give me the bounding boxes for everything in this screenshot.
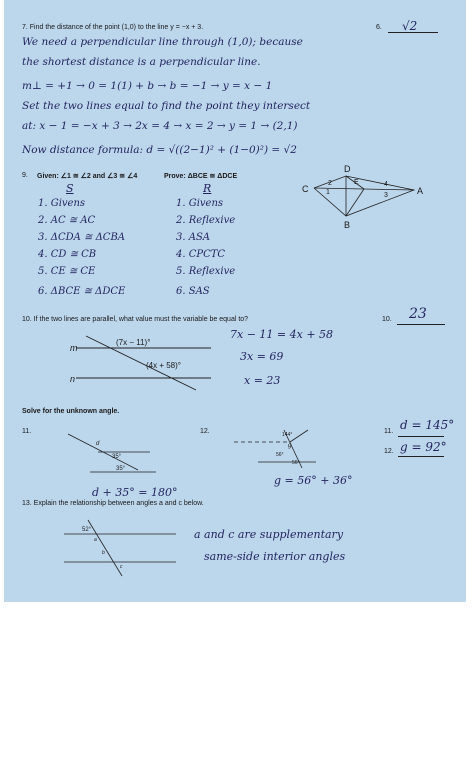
q11-angle-35-top: 35° [112,454,122,460]
q11-answer-number: 11. [384,428,394,435]
q11-angle-d: d [96,441,100,447]
q10-work-2: 3x = 69 [240,350,284,363]
q13-angle-b: b [102,550,105,556]
q11-number: 11. [22,428,32,435]
q10-line-m: m [70,343,78,353]
q7-work-line-2: the shortest distance is a perpendicular line. [22,56,261,68]
q9-statement-6: 6. ΔBCE ≅ ΔDCE [38,286,126,297]
q12-figure [230,428,330,470]
q9-statements-header: S [66,182,74,195]
q9-angle-1: 1 [326,189,330,196]
q12-angle-56-left: 56° [276,452,284,458]
q9-reason-6: 6. SAS [176,286,210,297]
q12-angle-56-right: 56° [292,460,300,466]
q9-reason-1: 1. Givens [176,198,224,209]
q9-statement-4: 4. CD ≅ CB [38,249,97,260]
q9-label-A: A [417,186,424,196]
q11-figure [60,430,160,480]
q10-line-n: n [70,374,76,384]
q7-work-line-5: at: x − 1 = −x + 3 → 2x = 4 → x = 2 → y = 1 → (2,1) [22,120,298,132]
q12-angle-g: g [288,443,292,449]
worksheet-page [4,0,466,602]
q9-label-D: D [344,164,351,174]
q7-work-line-1: We need a perpendicular line through (1,0); because [22,36,303,48]
q10-prompt: 10. If the two lines are parallel, what value must the variable be equal to? [22,316,249,323]
q13-answer-line-1: a and c are supplementary [194,528,344,541]
q11-answer-line [398,436,444,437]
q9-reason-2: 2. Reflexive [176,215,236,226]
q10-expr-bottom: (4x + 58)° [146,361,181,370]
solve-heading: Solve for the unknown angle. [22,408,120,415]
q11-answer: d = 145° [400,418,455,432]
q9-statement-2: 2. AC ≅ AC [38,215,96,226]
q11-work: d + 35° = 180° [92,486,178,499]
q10-work-3: x = 23 [244,374,281,387]
q9-reason-5: 5. Reflexive [176,266,236,277]
q12-number: 12. [200,428,210,435]
q9-angle-2: 2 [328,180,332,187]
q10-answer: 23 [409,306,427,322]
q13-angle-a: a [94,537,97,543]
q9-angle-3: 3 [384,192,388,199]
q9-statement-1: 1. Givens [38,198,86,209]
q9-angle-4: 4 [384,181,388,188]
q9-reason-4: 4. CPCTC [176,249,226,260]
q10-answer-line [397,324,445,325]
q7-work-line-6: Now distance formula: d = √((2−1)² + (1−0)²) = √2 [22,144,297,156]
q12-angle-144: 144° [282,432,293,438]
q7-answer: √2 [402,19,418,33]
q9-prove: Prove: ΔBCE ≅ ΔDCE [164,173,238,180]
q9-label-E: E [354,179,359,186]
q12-work: g = 56° + 36° [274,474,353,487]
q9-number: 9. [22,172,28,179]
q7-work-line-3: m⊥ = +1 → 0 = 1(1) + b → b = −1 → y = x − 1 [22,80,273,92]
q9-given: Given: ∠1 ≅ ∠2 and ∠3 ≅ ∠4 [37,173,138,180]
q12-answer-line [398,456,444,457]
q12-answer-number: 12. [384,448,394,455]
q13-answer-line-2: same-side interior angles [204,550,346,563]
q13-figure [60,518,180,578]
q7-work-line-4: Set the two lines equal to find the point they intersect [22,100,311,112]
q10-answer-number: 10. [382,316,392,323]
q9-reasons-header: R [203,182,212,195]
q7-answer-number: 6. [376,24,382,31]
q10-parallel-lines-figure [66,332,216,392]
q9-statement-3: 3. ΔCDA ≅ ΔCBA [38,232,126,243]
q13-angle-c: c [120,564,123,570]
q9-reason-3: 3. ASA [176,232,211,243]
q9-statement-5: 5. CE ≅ CE [38,266,96,277]
q12-answer: g = 92° [400,440,447,454]
q9-label-C: C [302,184,309,194]
q13-prompt: 13. Explain the relationship between angles a and c below. [22,500,204,507]
q13-angle-52: 52° [82,527,92,533]
q7-prompt: 7. Find the distance of the point (1,0) to the line y = −x + 3. [22,24,204,31]
q9-kite-figure [302,164,454,238]
q10-work-1: 7x − 11 = 4x + 58 [230,328,334,341]
q10-expr-top: (7x − 11)° [116,338,151,347]
q9-label-B: B [344,220,351,230]
q11-angle-35-bottom: 35° [116,466,126,472]
